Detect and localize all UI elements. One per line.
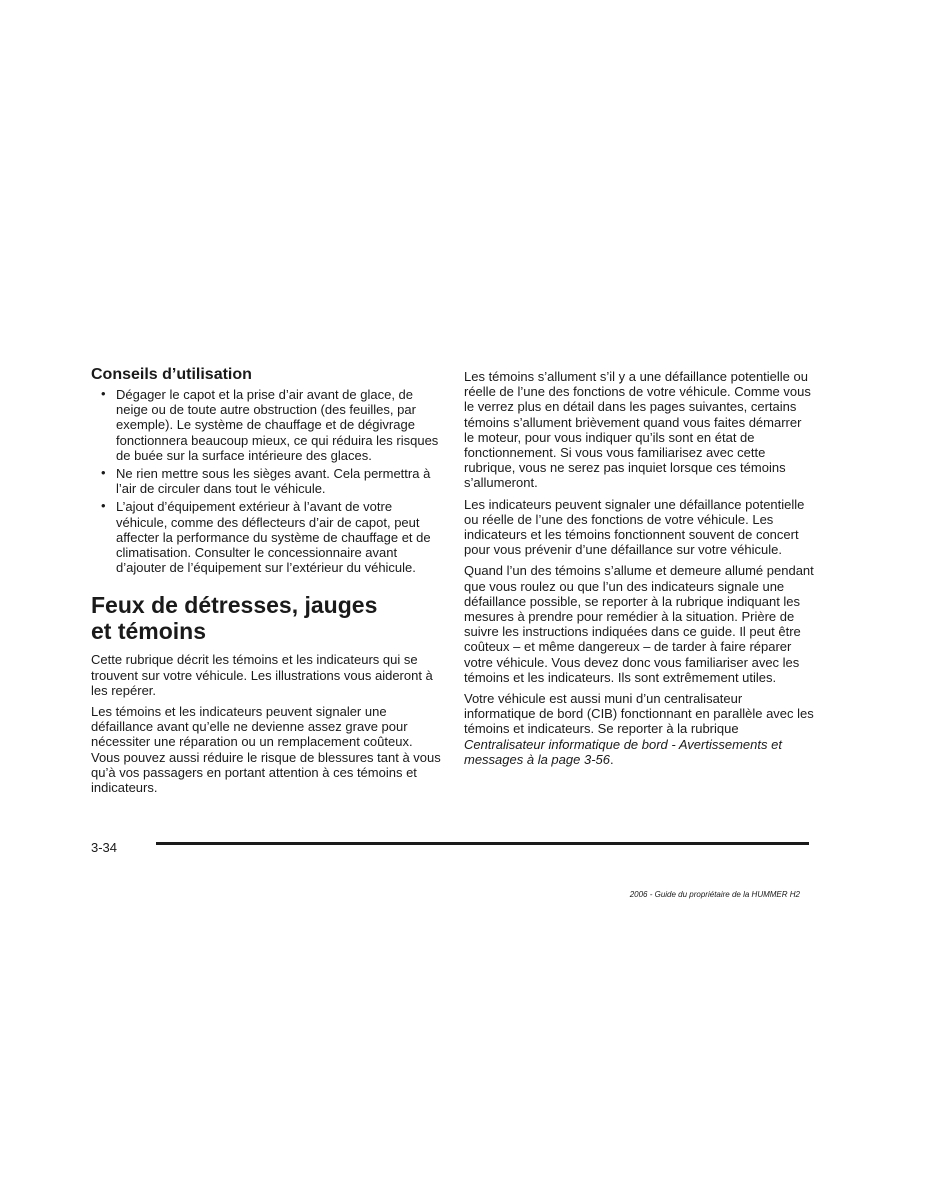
list-item-text: Ne rien mettre sous les sièges avant. Cela permettra à l’air de circuler dans tout le véhicule. <box>116 466 431 497</box>
paragraph-with-reference <box>464 691 814 767</box>
paragraph-text: Votre véhicule est aussi muni d’un centralisateur informatique de bord (CIB) fonctionnant en parallèle avec les témoins et indicateurs. Se reporter à la rubrique <box>464 691 814 737</box>
paragraph: Cette rubrique décrit les témoins et les indicateurs qui se trouvent sur votre véhicule. Les illustrations vous aideront à les repérer. <box>91 652 433 698</box>
section-title <box>91 592 441 644</box>
section-title-line: et témoins <box>91 618 207 645</box>
list-item <box>91 466 441 496</box>
paragraph: Les témoins s’allument s’il y a une défaillance potentielle ou réelle de l’une des fonctions de votre véhicule. Comme vous le verrez plus en détail dans les pages suivantes, certains témoins s’allument brièvement quand vous faites démarrer le moteur, pour vous indiquer qu’ils sont en état de fonctionnement. Si vous vous familiarisez avec cette rubrique, vous ne serez pas inquiet lorsque ces témoins s’allumeront. <box>464 369 811 491</box>
list-item-text: L’ajout d’équipement extérieur à l’avant de votre véhicule, comme des déflecteurs d’air de capot, peut affecter la performance du système de chauffage et de climatisation. Consulter le concessionnaire avant d’ajouter de l’équipement sur l’extérieur du véhicule. <box>116 499 431 576</box>
left-column <box>91 366 441 801</box>
bullet-icon: • <box>101 498 106 514</box>
paragraph: Les témoins et les indicateurs peuvent signaler une défaillance avant qu’elle ne devienne assez grave pour nécessiter une réparation ou un remplacement coûteux. Vous pouvez aussi réduire le risque de blessures tant à vous qu’à vos passagers en portant attention à ces témoins et indicateurs. <box>91 704 441 796</box>
cross-reference-link[interactable]: Centralisateur informatique de bord - Avertissements et messages à la page 3-56 <box>464 736 782 767</box>
section-title-line: Feux de détresses, jauges <box>91 592 378 619</box>
tips-list <box>91 387 441 575</box>
subheading-usage-tips: Conseils d’utilisation <box>91 366 252 383</box>
paragraph: Quand l’un des témoins s’allume et demeure allumé pendant que vous roulez ou que l’un des indicateurs signale une défaillance possible, se reporter à la rubrique indiquant les mesures à prendre pour remédier à la situation. Prière de suivre les instructions indiquées dans ce guide. Il peut être coûteux – et même dangereux – de tarder à faire réparer votre véhicule. Vous devez donc vous familiariser avec les témoins et les indicateurs. Ils sont extrêmement utiles. <box>464 563 814 685</box>
paragraph: Les indicateurs peuvent signaler une défaillance potentielle ou réelle de l’une des fonctions de votre véhicule. Les indicateurs et les témoins fonctionnent souvent de concert pour vous prévenir d’une défaillance sur votre véhicule. <box>464 496 805 558</box>
list-item <box>91 499 441 575</box>
list-item-text: Dégager le capot et la prise d’air avant de glace, de neige ou de toute autre obstruction (des feuilles, par exemple). Le système de chauffage et de dégivrage fonctionnera beaucoup mieux, ce qui réduira les risques de buée sur la surface intérieure des glaces. <box>116 387 439 463</box>
footer-note: 2006 - Guide du propriétaire de la HUMMER H2 <box>629 890 800 899</box>
paragraph-end: . <box>609 751 614 767</box>
page-number: 3-34 <box>91 840 118 855</box>
footer-divider <box>156 842 809 845</box>
bullet-icon: • <box>101 386 106 401</box>
list-item <box>91 387 441 463</box>
bullet-icon: • <box>101 465 106 481</box>
right-column <box>464 366 814 773</box>
